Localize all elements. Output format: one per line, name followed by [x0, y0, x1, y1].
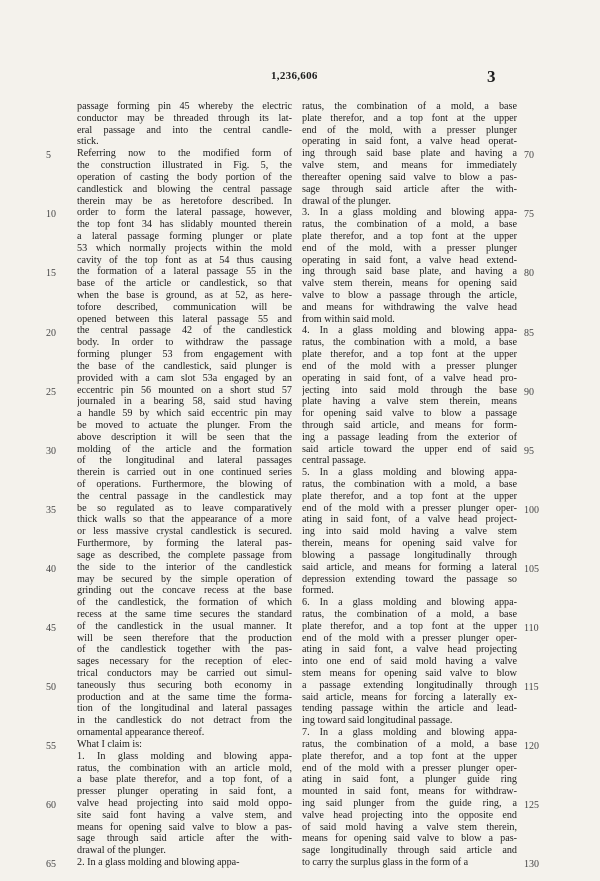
- text-line: be moved to actuate the plunger. From the: [77, 419, 292, 431]
- text-line: therein, means for opening said valve for: [302, 538, 517, 550]
- text-line: recess at the same time secures the standard: [77, 608, 292, 620]
- line-number: 125: [524, 800, 539, 812]
- text-line: of said mold having a valve stem therein,: [302, 821, 517, 833]
- text-line: ratus, the combination of a mold, a base: [302, 101, 517, 112]
- text-line: said article toward the upper end of said: [302, 443, 517, 455]
- text-line: tion of the longitudinal and lateral passages: [77, 703, 292, 715]
- text-line: drawal of the plunger.: [77, 845, 166, 857]
- text-line: formed.: [302, 585, 334, 597]
- text-line: taneously thus securing both economy in: [77, 679, 292, 691]
- text-line: the central passage in the candlestick may: [77, 490, 292, 502]
- text-line: the construction illustrated in Fig. 5, the: [77, 160, 292, 172]
- line-number: 115: [524, 682, 539, 694]
- text-line: of operations. Furthermore, the blowing of: [77, 479, 292, 490]
- text-line: site said font having a valve stem, and: [77, 809, 292, 821]
- right-text-column: [302, 101, 517, 869]
- text-line: Furthermore, by forming the lateral pas-: [77, 538, 292, 550]
- text-line: ing through said base plate and having a: [302, 148, 517, 160]
- line-number: 40: [46, 563, 56, 575]
- line-number: 95: [524, 445, 534, 457]
- line-number: 65: [46, 859, 56, 871]
- line-number: 110: [524, 623, 539, 635]
- text-line: ratus, the combination with a mold, a base: [302, 337, 517, 349]
- text-line: above description it will be seen that the: [77, 431, 292, 443]
- text-line: Referring now to the modified form of: [77, 148, 292, 160]
- patent-number: 1,236,606: [271, 70, 318, 82]
- text-line: 6. In a glass molding and blowing appa-: [302, 597, 517, 609]
- text-line: valve head projecting into said mold oppo-: [77, 797, 292, 809]
- text-line: to carry the surplus glass in the form of a: [302, 857, 469, 868]
- line-number: 80: [524, 268, 534, 280]
- text-line: mounted in said font, means for withdraw-: [302, 786, 517, 798]
- text-line: 53 which normally projects within the mold: [77, 242, 292, 254]
- text-line: from within said mold.: [302, 313, 395, 325]
- text-line: production and at the same time the forma-: [77, 691, 292, 703]
- text-line: ating in said font, of a valve head project-: [302, 514, 517, 526]
- text-line: ratus, the combination with an article mold,: [77, 762, 292, 774]
- text-line: presser plunger operating in said font, a: [77, 786, 292, 798]
- text-line: cavity of the top font as at 54 thus causing: [77, 254, 292, 266]
- text-line: the formation of a lateral passage 55 in the: [77, 266, 292, 278]
- text-line: blowing a passage longitudinally through: [302, 549, 517, 561]
- line-number: 70: [524, 150, 534, 162]
- line-number: 45: [46, 623, 56, 635]
- text-line: end of the mold, with a presser plunger: [302, 124, 517, 136]
- text-line: thick walls so that the appearance of a more: [77, 514, 292, 526]
- page-number: 3: [487, 67, 496, 86]
- text-line: operating in said font, a valve head operat-: [302, 136, 517, 148]
- text-line: of the candlestick in the usual manner. It: [77, 620, 292, 632]
- text-line: base of the article or candlestick, so that: [77, 278, 292, 290]
- text-line: when the base is ground, as at 52, as here-: [77, 290, 292, 301]
- text-line: end of the mold with a presser plunger oper-: [302, 502, 517, 514]
- line-number: 55: [46, 741, 56, 753]
- text-line: opened between this lateral passage 55 and: [77, 313, 292, 325]
- text-line: sage as described, the complete passage from: [77, 549, 292, 561]
- line-number: 25: [46, 386, 56, 398]
- text-line: provided with a cam slot 53a engaged by an: [77, 372, 292, 384]
- text-line: valve to blow a passage through the article,: [302, 290, 517, 301]
- text-line: be so regulated as to leave comparatively: [77, 502, 292, 514]
- text-line: the base of the candlestick, said plunger is: [77, 360, 292, 372]
- line-number: 120: [524, 741, 539, 753]
- text-line: the top font 34 has slidably mounted therein: [77, 219, 292, 231]
- text-line: journaled in a bearing 58, said stud having: [77, 396, 292, 408]
- text-line: 5. In a glass molding and blowing appa-: [302, 467, 517, 479]
- text-line: operation of casting the body portion of the: [77, 171, 292, 183]
- text-line: order to form the lateral passage, however,: [77, 207, 292, 219]
- text-line: 2. In a glass molding and blowing appa-: [77, 857, 240, 868]
- text-line: of the candlestick together with the pas-: [77, 644, 292, 656]
- text-line: a passage extending longitudinally through: [302, 679, 517, 691]
- text-line: ing said plunger from the guide ring, a: [302, 797, 517, 809]
- text-line: plate therefor, and a top font at the upper: [302, 230, 517, 242]
- text-line: eccentric pin 56 mounted on a short stud 57: [77, 384, 292, 396]
- text-line: ing through said base plate, and having a: [302, 266, 517, 278]
- text-line: end of the mold with a presser plunger oper-: [302, 762, 517, 774]
- text-line: depression extending toward the passage so: [302, 573, 517, 585]
- line-number: 30: [46, 445, 56, 457]
- text-line: a base plate therefor, and a top font, of a: [77, 774, 292, 786]
- text-line: 7. In a glass molding and blowing appa-: [302, 727, 517, 739]
- text-line: trical conductors may be carried out simul-: [77, 668, 292, 679]
- text-line: ratus, the combination of a mold, a base: [302, 738, 517, 750]
- text-line: plate having a valve stem therein, means: [302, 396, 517, 408]
- text-line: valve stem therein, means for opening said: [302, 278, 517, 290]
- page-header: [0, 67, 600, 90]
- text-line: of the candlestick, the formation of which: [77, 597, 292, 609]
- text-line: a handle 59 by which said eccentric pin may: [77, 408, 292, 420]
- text-line: and means for withdrawing the valve head: [302, 301, 517, 313]
- text-line: means for opening said valve to blow a pas-: [302, 833, 517, 845]
- text-line: sage through said article after the with-: [302, 183, 517, 195]
- text-line: means for opening said valve to blow a pas-: [77, 821, 292, 833]
- text-line: may be secured by the simple operation of: [77, 573, 292, 585]
- left-text-column: [77, 101, 292, 869]
- text-line: end of the mold, with a presser plunger: [302, 242, 517, 254]
- text-line: plate therefor, and a top font at the upper: [302, 349, 517, 361]
- text-line: drawal of the plunger.: [302, 195, 391, 207]
- line-number: 15: [46, 268, 56, 280]
- line-number: 10: [46, 209, 56, 221]
- line-number: 100: [524, 504, 539, 516]
- text-line: therein may be as heretofore described. In: [77, 195, 292, 207]
- text-line: tending passage within the article and lead-: [302, 703, 517, 715]
- text-line: passage forming pin 45 whereby the electric: [77, 101, 292, 112]
- text-line: therein is carried out in one continued series: [77, 467, 292, 479]
- text-line: valve stem, and means for immediately: [302, 160, 517, 172]
- line-number: 35: [46, 504, 56, 516]
- text-line: 4. In a glass molding and blowing appa-: [302, 325, 517, 337]
- text-line: plate therefor, and a top font at the upper: [302, 750, 517, 762]
- line-number: 50: [46, 682, 56, 694]
- line-number: 90: [524, 386, 534, 398]
- text-line: ratus, the combination of a mold, a base: [302, 219, 517, 231]
- text-line: valve head projecting into the opposite end: [302, 809, 517, 821]
- text-line: of the longitudinal and lateral passages: [77, 455, 292, 467]
- text-line: end of the mold with a presser plunger: [302, 360, 517, 372]
- text-line: ratus, the combination with a mold, a base: [302, 479, 517, 490]
- text-line: forming plunger 53 from engagement with: [77, 349, 292, 361]
- text-line: thereafter opening said valve to blow a pas-: [302, 171, 517, 183]
- text-line: central passage.: [302, 455, 367, 467]
- text-line: plate therefor, and a top font at the upper: [302, 490, 517, 502]
- text-line: eral passage and into the central candle-: [77, 124, 292, 136]
- line-number: 60: [46, 800, 56, 812]
- text-line: ratus, the combination of a mold, a base: [302, 608, 517, 620]
- text-line: ing a passage leading from the exterior of: [302, 431, 517, 443]
- text-line: will be seen therefore that the production: [77, 632, 292, 644]
- line-number: 5: [46, 150, 51, 162]
- line-number: 85: [524, 327, 534, 339]
- line-number: 75: [524, 209, 534, 221]
- text-line: through said article, and means for form-: [302, 419, 517, 431]
- text-line: operating in said font, of a valve head pro-: [302, 372, 517, 384]
- text-line: stick.: [77, 136, 99, 148]
- text-line: candlestick and blowing the central passage: [77, 183, 292, 195]
- text-line: said article, means for forcing a laterally ex-: [302, 691, 517, 703]
- text-line: said article, and means for forming a lateral: [302, 561, 517, 573]
- text-line: tofore described, communication will be: [77, 301, 292, 313]
- text-line: ornamental appearance thereof.: [77, 727, 205, 739]
- text-line: plate therefor, and a top font at the upper: [302, 620, 517, 632]
- text-line: What I claim is:: [77, 738, 142, 750]
- text-line: 1. In glass molding and blowing appa-: [77, 750, 292, 762]
- text-line: jecting into said mold through the base: [302, 384, 517, 396]
- line-number: 20: [46, 327, 56, 339]
- text-line: sage longitudinally through said article and: [302, 845, 517, 857]
- text-line: sage through said article after the with-: [77, 833, 292, 845]
- text-line: plate therefor, and a top font at the upper: [302, 112, 517, 124]
- text-line: operating in said font, a valve head extend-: [302, 254, 517, 266]
- text-line: ing into said mold having a valve stem: [302, 526, 517, 538]
- text-line: ating in said font, a plunger guide ring: [302, 774, 517, 786]
- text-line: for opening said valve to blow a passage: [302, 408, 517, 420]
- text-line: into one end of said mold having a valve: [302, 656, 517, 668]
- line-number: 105: [524, 563, 539, 575]
- text-line: end of the mold with a presser plunger oper-: [302, 632, 517, 644]
- text-line: conductor may be threaded through its lat-: [77, 112, 292, 124]
- text-line: ating in said font, a valve head projecting: [302, 644, 517, 656]
- text-line: stem means for opening said valve to blow: [302, 668, 517, 679]
- text-line: or less massive crystal candlestick is secured.: [77, 526, 292, 538]
- line-number: 130: [524, 859, 539, 871]
- text-line: a lateral passage forming plunger or plate: [77, 230, 292, 242]
- text-line: grinding out the concave recess at the base: [77, 585, 292, 597]
- text-line: ing toward said longitudinal passage.: [302, 715, 453, 727]
- text-line: the side to the interior of the candlestick: [77, 561, 292, 573]
- text-line: sages necessary for the reception of elec-: [77, 656, 292, 668]
- text-line: in the candlestick do not detract from the: [77, 715, 292, 727]
- text-line: molding of the article and the formation: [77, 443, 292, 455]
- text-line: the central passage 42 of the candlestick: [77, 325, 292, 337]
- text-line: body. In order to withdraw the passage: [77, 337, 292, 349]
- text-line: 3. In a glass molding and blowing appa-: [302, 207, 517, 219]
